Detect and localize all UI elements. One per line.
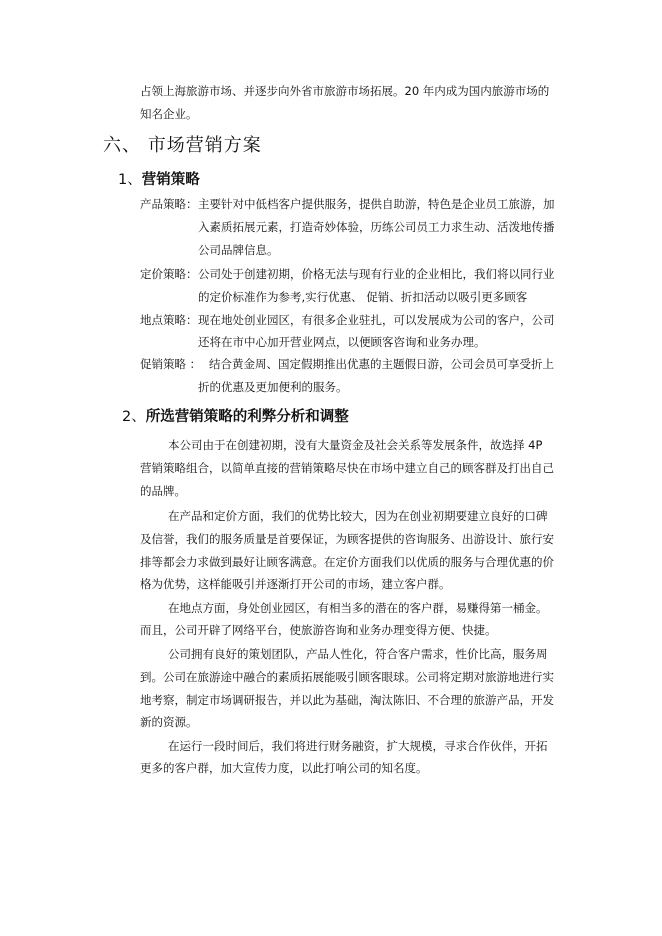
paragraph-line: 公司拥有良好的策划团队，产品人性化，符合客户需求，性价比高，服务周 [168,647,548,661]
subheading-title: 营销策略 [141,172,200,188]
paragraph-line: 及信誉，我们的服务质量是首要保证，为顾客提供的咨询服务、出游设计、旅行安 [140,532,554,546]
paragraph-line: 格为优势，这样能吸引并逐渐打开公司的市场，建立客户群。 [140,577,451,591]
promotion-strategy-line: 结合黄金周、国定假期推出优惠的主题假日游，公司会员可享受折上 [209,357,554,371]
place-strategy-line: 现在地处创业园区，有很多企业驻扎，可以发展成为公司的客户，公司 [198,313,555,327]
paragraph-line: 更多的客户群，加大宣传力度，以此打响公司的知名度。 [140,761,428,775]
paragraph-line: 到。公司在旅游途中融合的素质拓展能吸引顾客眼球。公司将定期对旅游地进行实 [140,670,554,684]
place-strategy-line: 还将在市中心加开营业网点，以便顾客咨询和业务办理。 [198,335,486,349]
place-strategy-label: 地点策略： [140,313,198,327]
paragraph-line: 新的资源。 [140,715,198,729]
pricing-strategy-line: 公司处于创建初期，价格无法与现有行业的企业相比，我们将以同行业 [198,267,555,281]
intro-line-1: 占领上海旅游市场、并逐步向外省市旅游市场拓展。20 年内成为国内旅游市场的 [140,84,550,98]
paragraph-line: 排等都会力求做到最好让顾客满意。在定价方面我们以优质的服务与合理优惠的价 [140,555,554,569]
paragraph-line: 而且，公司开辟了网络平台，使旅游咨询和业务办理变得方便、快捷。 [140,623,497,637]
intro-line-2: 知名企业。 [140,107,198,121]
subheading-analysis [122,405,349,426]
paragraph-line: 的品牌。 [140,484,186,498]
subheading-title: 所选营销策略的利弊分析和调整 [145,409,349,425]
subheading-marketing-strategy [118,168,200,189]
promotion-strategy-line: 折的优惠及更加便利的服务。 [198,380,348,394]
promotion-strategy-label: 促销策略 ： [140,357,202,371]
product-strategy-line: 主要针对中低档客户提供服务，提供自助游，特色是企业员工旅游，加 [198,197,555,211]
section-heading: 六、 市场营销方案 [103,135,262,156]
paragraph-line: 在运行一段时间后，我们将进行财务融资，扩大规模，寻求合作伙伴，开拓 [168,739,548,753]
product-strategy-label: 产品策略： [140,197,198,211]
subheading-number: 2、 [122,409,146,425]
subheading-number: 1、 [118,172,142,188]
paragraph-line: 本公司由于在创建初期，没有大量资金及社会关系等发展条件，故选择 4P [168,438,543,452]
paragraph-line: 在产品和定价方面，我们的优势比较大，因为在创业初期要建立良好的口碑 [168,509,548,523]
paragraph-line: 地考察，制定市场调研报告，并以此为基础，淘汰陈旧、不合理的旅游产品，开发 [140,693,554,707]
paragraph-line: 营销策略组合，以简单直接的营销策略尽快在市场中建立自己的顾客群及打出自己 [140,461,554,475]
product-strategy-line: 公司品牌信息。 [198,243,279,257]
pricing-strategy-label: 定价策略： [140,267,198,281]
pricing-strategy-line: 的定价标准作为参考,实行优惠、 促销、折扣活动以吸引更多顾客 [198,290,528,304]
product-strategy-line: 入素质拓展元素，打造奇妙体验，历练公司员工力求生动、活泼地传播 [198,220,555,234]
paragraph-line: 在地点方面，身处创业园区，有相当多的潜在的客户群，易赚得第一桶金。 [168,601,548,615]
